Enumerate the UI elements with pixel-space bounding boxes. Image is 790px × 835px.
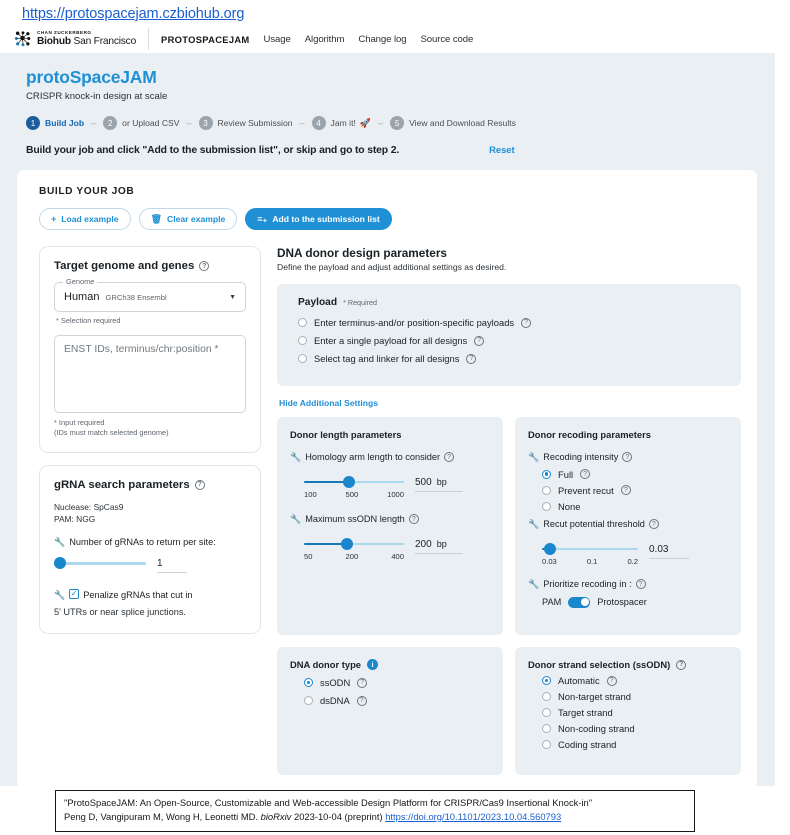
step-2-number: 2 — [103, 116, 117, 130]
value-underline — [649, 558, 689, 559]
help-icon[interactable]: ? — [357, 678, 367, 688]
chevron-down-icon: ▼ — [229, 293, 236, 301]
homology-value[interactable]: 500 — [415, 476, 432, 488]
homology-label-row — [290, 451, 490, 464]
trash-icon: 🗑 — [150, 213, 163, 224]
slider-track[interactable] — [304, 476, 404, 488]
homology-value-box — [415, 476, 463, 492]
info-icon[interactable]: i — [367, 659, 378, 670]
instruction-row — [26, 144, 775, 156]
homology-value-line — [415, 477, 463, 488]
payload-option-single[interactable] — [298, 335, 725, 346]
homology-tick-min: 100 — [304, 489, 317, 499]
citation-box — [55, 790, 695, 832]
radio-icon[interactable] — [542, 676, 551, 685]
build-your-job-card — [17, 170, 757, 786]
help-icon[interactable]: ? — [521, 318, 531, 328]
wrench-icon: 🔧 — [54, 590, 66, 601]
web-page — [0, 26, 775, 786]
recoding-full-label: Full — [558, 468, 574, 480]
recoding-intensity-label-row — [528, 451, 728, 464]
step-4-label: Jam it! — [330, 118, 356, 128]
page-tagline: CRISPR knock-in design at scale — [26, 91, 168, 102]
step-1-number: 1 — [26, 116, 40, 130]
prioritize-recoding-label-row — [528, 578, 728, 591]
additional-settings-grid — [277, 417, 741, 775]
citation-date: 2023-10-04 (preprint) — [291, 810, 383, 822]
slider-knob[interactable] — [341, 538, 353, 550]
grna-nuclease-text: Nuclease: SpCas9 — [54, 501, 124, 512]
ssodn-slider-row — [304, 538, 490, 561]
help-icon[interactable]: ? — [621, 485, 631, 495]
grna-count-slider-row — [54, 557, 246, 573]
rocket-icon: 🚀 — [359, 117, 372, 128]
payload-option-terminus[interactable] — [298, 317, 725, 328]
recut-tick-mid: 0.1 — [586, 556, 598, 566]
recut-slider-row — [542, 543, 728, 566]
ssodn-tick-min: 50 — [304, 551, 313, 561]
slider-track[interactable] — [304, 538, 404, 550]
radio-icon[interactable] — [304, 696, 313, 705]
target-genome-title-row — [54, 260, 246, 272]
settings-column-right — [515, 417, 741, 775]
grna-search-panel — [39, 465, 261, 634]
czbiohub-logo-text — [37, 31, 136, 47]
slider-knob[interactable] — [544, 543, 556, 555]
grna-count-slider[interactable] — [54, 557, 146, 569]
grna-count-value-line — [157, 558, 187, 569]
ssodn-value-line — [415, 539, 463, 550]
target-genome-title: Target genome and genes — [54, 260, 195, 272]
pam-protospacer-toggle[interactable] — [568, 597, 590, 608]
wrench-icon: 🔧 — [528, 519, 540, 530]
recut-value-line — [649, 544, 689, 555]
job-columns — [39, 246, 741, 775]
help-icon[interactable]: ? — [607, 676, 617, 686]
gene-ids-genome-note: (IDs must match selected genome) — [54, 427, 169, 437]
recoding-none-label: None — [558, 500, 581, 512]
step-4-jam-it[interactable] — [312, 116, 372, 130]
ssodn-tick-max: 400 — [391, 551, 404, 561]
hero-section — [0, 53, 775, 156]
ssodn-label: Maximum ssODN length — [305, 513, 405, 524]
slider-track[interactable] — [542, 543, 638, 555]
page-title: protoSpaceJAM — [26, 67, 157, 87]
radio-icon[interactable] — [298, 318, 307, 327]
grna-count-label-row — [54, 536, 246, 549]
load-example-button[interactable] — [39, 208, 131, 230]
help-icon[interactable]: ? — [649, 519, 659, 529]
recut-threshold-label-row — [528, 518, 728, 531]
recoding-option-full[interactable] — [542, 469, 728, 480]
citation-journal: bioRxiv — [260, 810, 292, 822]
slider-knob[interactable] — [54, 557, 66, 569]
list-add-icon: ≡₊ — [257, 213, 268, 224]
step-5-view-results[interactable] — [390, 116, 516, 130]
genome-select[interactable] — [54, 282, 246, 312]
ssodn-tick-mid: 200 — [345, 551, 359, 561]
citation-authors-line — [64, 810, 686, 824]
payload-header — [298, 297, 725, 308]
workflow-stepper — [26, 116, 775, 130]
job-action-buttons — [39, 208, 741, 230]
recoding-option-prevent-recut[interactable] — [542, 485, 728, 496]
payload-option-tag-linker-label: Select tag and linker for all designs — [314, 353, 460, 364]
wrench-icon: 🔧 — [528, 452, 540, 463]
dna-donor-type-title: DNA donor type — [290, 659, 362, 670]
toggle-label-protospacer: Protospacer — [597, 597, 647, 608]
step-2-label: or Upload CSV — [122, 118, 180, 128]
help-icon[interactable]: ? — [409, 514, 419, 524]
radio-icon[interactable] — [542, 740, 551, 749]
czbiohub-logo[interactable] — [14, 31, 146, 47]
payload-option-terminus-label: Enter terminus-and/or position-specific payloads — [314, 317, 515, 328]
left-column — [39, 246, 261, 634]
radio-icon[interactable] — [542, 486, 551, 495]
toggle-knob — [581, 598, 589, 606]
recoding-intensity-label: Recoding intensity — [543, 452, 619, 462]
step-separator: – — [91, 118, 97, 128]
help-icon[interactable]: ? — [466, 354, 476, 364]
wrench-icon: 🔧 — [290, 514, 302, 525]
plus-icon: + — [51, 213, 57, 224]
step-separator: – — [186, 118, 192, 128]
genome-selected-assembly: GRCh38 Ensembl — [105, 292, 167, 302]
value-underline — [157, 572, 187, 573]
nav-item-source-code[interactable]: Source code — [420, 33, 474, 45]
help-icon[interactable]: ? — [580, 469, 590, 479]
step-2-upload-csv[interactable] — [103, 116, 179, 130]
step-1-label: Build Job — [45, 118, 85, 128]
step-4-number: 4 — [312, 116, 326, 130]
add-to-submission-list-label: Add to the submission list — [272, 214, 380, 224]
logo-top-line: CHAN ZUCKERBERG — [37, 30, 92, 36]
czbiohub-logo-mark — [14, 31, 32, 47]
nav-brand-protospacejam[interactable]: PROTOSPACEJAM — [161, 33, 250, 45]
donor-recoding-box — [515, 417, 741, 635]
recut-value-box — [649, 543, 689, 559]
value-underline — [415, 553, 463, 554]
pam-protospacer-toggle-row — [542, 597, 728, 608]
payload-title: Payload — [298, 297, 338, 308]
ssodn-label-row — [290, 513, 490, 526]
radio-icon[interactable] — [542, 724, 551, 733]
strand-option-target[interactable] — [542, 707, 728, 718]
strand-option-automatic[interactable] — [542, 675, 728, 686]
grna-pam-text: PAM: NGG — [54, 514, 96, 525]
help-icon[interactable]: ? — [636, 579, 646, 589]
ssodn-value-box — [415, 538, 463, 554]
slider-track[interactable] — [54, 557, 146, 569]
penalize-grna-label: Penalize gRNAs that cut in — [83, 590, 193, 601]
strand-non-coding-label: Non-coding strand — [558, 723, 635, 734]
donor-design-subtitle: Define the payload and adjust additional settings as desired. — [277, 262, 507, 272]
help-icon[interactable]: ? — [474, 336, 484, 346]
radio-icon[interactable] — [304, 678, 313, 687]
penalize-grna-row — [54, 589, 246, 602]
payload-option-tag-linker[interactable] — [298, 353, 725, 364]
logo-city: San Francisco — [70, 35, 137, 47]
dna-donor-type-box — [277, 647, 503, 775]
strand-option-non-coding[interactable] — [542, 723, 728, 734]
clear-example-label: Clear example — [167, 214, 226, 224]
step-separator: – — [378, 118, 384, 128]
donor-type-option-dsdna[interactable] — [304, 695, 490, 706]
help-icon[interactable]: ? — [444, 452, 454, 462]
reset-link[interactable]: Reset — [489, 144, 515, 155]
recut-tick-min: 0.03 — [542, 556, 557, 566]
donor-type-ssodn-label: ssODN — [320, 677, 351, 688]
radio-icon[interactable] — [542, 692, 551, 701]
step-separator: – — [299, 118, 305, 128]
homology-ticks — [304, 490, 404, 499]
instruction-text: Build your job and click "Add to the submission list", or skip and go to step 2. — [26, 145, 400, 156]
radio-icon[interactable] — [298, 336, 307, 345]
donor-length-box — [277, 417, 503, 635]
payload-box — [277, 284, 741, 386]
homology-unit: bp — [436, 476, 447, 487]
logo-biohub: Biohub — [37, 35, 71, 47]
step-3-number: 3 — [199, 116, 213, 130]
donor-length-title: Donor length parameters — [290, 429, 402, 440]
radio-icon[interactable] — [298, 354, 307, 363]
penalize-grna-label-line2: 5' UTRs or near splice junctions. — [54, 607, 186, 618]
strand-non-target-label: Non-target strand — [558, 691, 631, 702]
settings-column-left — [277, 417, 503, 775]
strand-selection-title: Donor strand selection (ssODN) — [528, 659, 671, 670]
radio-icon[interactable] — [542, 470, 551, 479]
right-column — [277, 246, 741, 775]
strand-coding-label: Coding strand — [558, 739, 617, 750]
step-5-label: View and Download Results — [409, 118, 516, 128]
nav-item-change-log[interactable]: Change log — [358, 33, 407, 45]
donor-strand-selection-box — [515, 647, 741, 775]
slider-rail — [54, 562, 146, 565]
target-genome-panel — [39, 246, 261, 453]
site-navigation-bar — [0, 26, 775, 53]
browser-url-bar — [0, 0, 790, 27]
hide-additional-settings-link[interactable]: Hide Additional Settings — [279, 398, 378, 408]
step-5-number: 5 — [390, 116, 404, 130]
ssodn-unit: bp — [436, 538, 447, 549]
homology-tick-mid: 500 — [345, 489, 359, 499]
grna-count-value[interactable]: 1 — [157, 558, 163, 570]
grna-title-row — [54, 479, 246, 491]
recoding-prevent-recut-label: Prevent recut — [558, 484, 614, 496]
recut-value[interactable]: 0.03 — [649, 543, 669, 555]
citation-authors: Peng D, Vangipuram M, Wong H, Leonetti MD. — [64, 810, 261, 822]
value-underline — [415, 491, 463, 492]
homology-label: Homology arm length to consider — [305, 452, 441, 462]
step-3-review-submission[interactable] — [199, 116, 293, 130]
grna-count-label: Number of gRNAs to return per site: — [69, 537, 216, 548]
recut-slider[interactable] — [542, 543, 638, 566]
grna-count-value-box — [157, 557, 187, 573]
citation-title: "ProtoSpaceJAM: An Open-Source, Customizable and Web-accessible Design Platform for CRISPR/Cas9 Insertional Knock-in" — [64, 797, 593, 808]
homology-slider[interactable] — [304, 476, 404, 499]
logo-bottom-line — [37, 37, 136, 47]
strand-option-coding[interactable] — [542, 739, 728, 750]
donor-type-dsdna-label: dsDNA — [320, 695, 350, 706]
strand-option-non-target[interactable] — [542, 691, 728, 702]
strand-selection-title-row — [528, 659, 728, 670]
strand-target-label: Target strand — [558, 707, 613, 718]
strand-automatic-label: Automatic — [558, 675, 600, 686]
clear-example-button[interactable] — [139, 208, 238, 230]
citation-doi-link[interactable]: https://doi.org/10.1101/2023.10.04.560793 — [385, 810, 562, 822]
step-3-label: Review Submission — [217, 118, 293, 128]
slider-knob[interactable] — [343, 476, 355, 488]
help-icon[interactable]: ? — [676, 660, 686, 670]
nav-item-usage[interactable]: Usage — [263, 33, 291, 45]
wrench-icon: 🔧 — [54, 537, 66, 548]
grna-panel-title: gRNA search parameters — [54, 478, 190, 491]
penalize-grna-checkbox[interactable]: ✓ — [70, 589, 78, 599]
payload-option-single-label: Enter a single payload for all designs — [314, 335, 468, 346]
ssodn-value[interactable]: 200 — [415, 538, 432, 550]
nav-divider — [148, 28, 149, 50]
gene-ids-notes — [54, 418, 246, 438]
donor-recoding-title: Donor recoding parameters — [528, 429, 651, 440]
recut-ticks — [542, 557, 638, 566]
ssodn-ticks — [304, 552, 404, 561]
genome-required-note: * Selection required — [56, 316, 121, 325]
ssodn-slider[interactable] — [304, 538, 404, 561]
donor-design-title: DNA donor design parameters — [277, 246, 447, 260]
radio-icon[interactable] — [542, 708, 551, 717]
recoding-option-none[interactable] — [542, 501, 728, 512]
recut-tick-max: 0.2 — [627, 556, 638, 566]
help-icon[interactable]: ? — [199, 261, 209, 271]
homology-slider-row — [304, 476, 490, 499]
genome-selected-value: Human — [64, 291, 100, 303]
donor-type-option-ssodn[interactable] — [304, 677, 490, 688]
homology-tick-max: 1000 — [387, 489, 404, 499]
step-1-build-job[interactable] — [26, 116, 84, 130]
dna-donor-type-title-row — [290, 659, 490, 670]
load-example-label: Load example — [61, 214, 119, 224]
gene-ids-required-note: * Input required — [54, 418, 105, 427]
page-url-link[interactable]: https://protospacejam.czbiohub.org — [22, 6, 245, 22]
nav-item-algorithm[interactable]: Algorithm — [304, 33, 345, 45]
toggle-label-pam: PAM — [542, 597, 562, 608]
help-icon[interactable]: ? — [357, 696, 367, 706]
genome-select-field[interactable] — [54, 277, 246, 312]
gene-ids-input[interactable]: ENST IDs, terminus/chr:position * — [54, 335, 246, 413]
wrench-icon: 🔧 — [290, 452, 302, 463]
prioritize-recoding-label: Prioritize recoding in : — [543, 578, 632, 589]
wrench-icon: 🔧 — [528, 578, 540, 589]
slider-rail — [542, 548, 638, 551]
add-to-submission-list-button[interactable] — [245, 208, 391, 230]
build-your-job-heading: BUILD YOUR JOB — [39, 186, 135, 197]
genome-field-legend: Genome — [63, 277, 97, 286]
help-icon[interactable]: ? — [622, 452, 632, 462]
recut-threshold-label: Recut potential threshold — [543, 518, 645, 529]
payload-required-note: * Required — [343, 298, 378, 307]
help-icon[interactable]: ? — [195, 480, 205, 490]
radio-icon[interactable] — [542, 502, 551, 511]
